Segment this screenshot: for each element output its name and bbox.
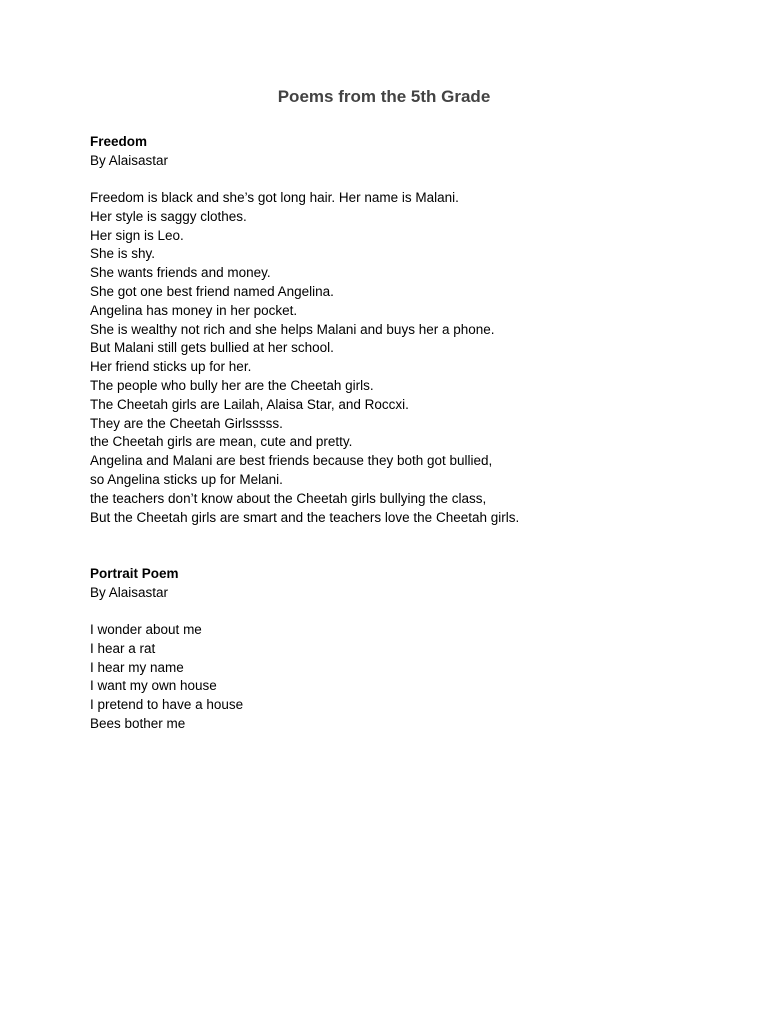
poem-title: Freedom [90, 134, 148, 149]
poem-line: The people who bully her are the Cheetah girls. [90, 377, 374, 393]
poem-line: the teachers don’t know about the Cheetah girls bullying the class, [90, 490, 487, 506]
poem-portrait [90, 565, 730, 734]
poem-line: I want my own house [90, 678, 217, 694]
poem-line: Her style is saggy clothes. [90, 208, 247, 224]
document-title: Poems from the 5th Grade [277, 87, 491, 106]
poem-line: Bees bother me [90, 715, 186, 731]
poem-author: By Alaisastar [90, 585, 169, 600]
poem-line: I pretend to have a house [90, 697, 244, 713]
poem-line: She got one best friend named Angelina. [90, 283, 334, 299]
poem-line: She wants friends and money. [90, 265, 271, 281]
poem-line: They are the Cheetah Girlsssss. [90, 415, 283, 431]
poem-title: Portrait Poem [90, 566, 179, 581]
poem-line: Angelina has money in her pocket. [90, 302, 298, 318]
poem-line: Angelina and Malani are best friends because they both got bullied, [90, 453, 493, 469]
poem-line: She is shy. [90, 246, 156, 262]
poem-line: But the Cheetah girls are smart and the teachers love the Cheetah girls. [90, 509, 520, 525]
poem-line: She is wealthy not rich and she helps Malani and buys her a phone. [90, 321, 495, 337]
poem-body [90, 621, 730, 734]
poem-line: I hear a rat [90, 640, 156, 656]
poem-line: so Angelina sticks up for Melani. [90, 471, 283, 487]
poem-body [90, 189, 730, 527]
poem-line: I wonder about me [90, 622, 202, 637]
poem-line: Freedom is black and she’s got long hair. Her name is Malani. [90, 190, 459, 205]
poem-line: Her sign is Leo. [90, 227, 184, 243]
poem-line: But Malani still gets bullied at her school. [90, 340, 334, 356]
poem-line: the Cheetah girls are mean, cute and pretty. [90, 434, 353, 450]
poem-line: Her friend sticks up for her. [90, 359, 252, 375]
poem-line: The Cheetah girls are Lailah, Alaisa Star, and Roccxi. [90, 396, 409, 412]
poem-author: By Alaisastar [90, 153, 169, 168]
poem-line: I hear my name [90, 659, 184, 675]
poem-freedom [90, 133, 730, 527]
